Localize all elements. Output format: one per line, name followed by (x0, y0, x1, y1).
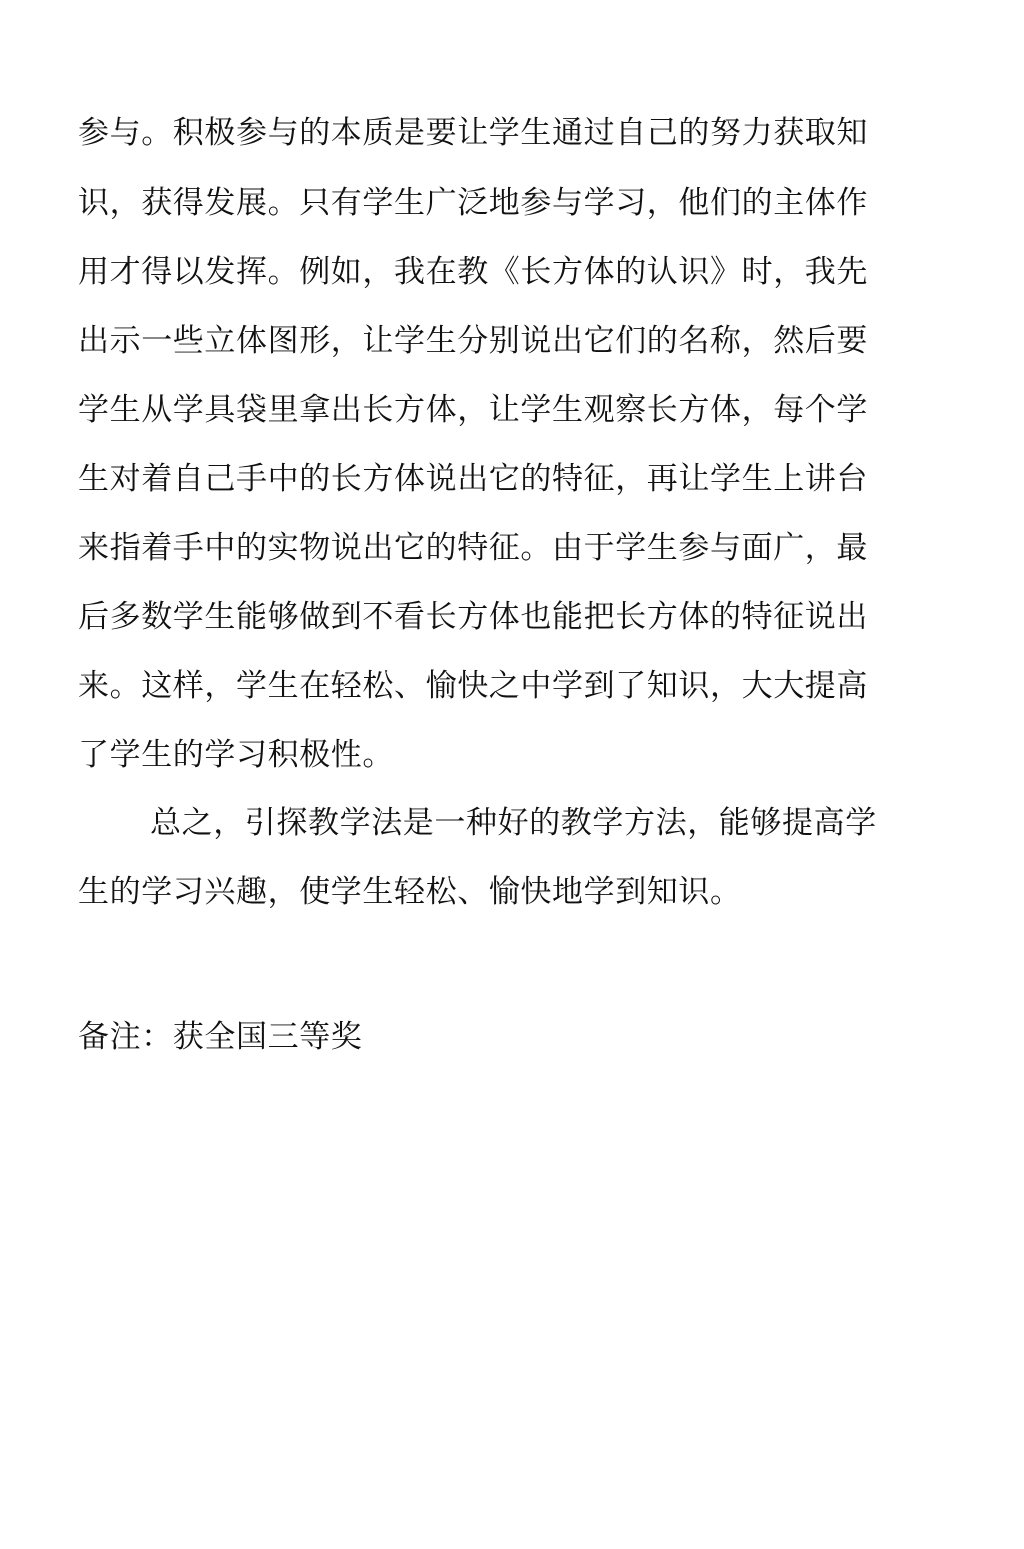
paragraph-1-line-6: 生对着自己手中的长方体说出它的特征，再让学生上讲台 (78, 461, 868, 497)
paragraph-2-line-1: 总之，引探教学法是一种好的教学方法，能够提高学 (150, 805, 877, 841)
paragraph-1-line-1: 参与。积极参与的本质是要让学生通过自己的努力获取知 (78, 115, 868, 151)
paragraph-1-line-4: 出示一些立体图形，让学生分别说出它们的名称，然后要 (78, 323, 868, 359)
paragraph-1-line-3: 用才得以发挥。例如，我在教《长方体的认识》时，我先 (78, 254, 868, 290)
paragraph-1-line-5: 学生从学具袋里拿出长方体，让学生观察长方体，每个学 (78, 392, 868, 428)
paragraph-2-line-2: 生的学习兴趣，使学生轻松、愉快地学到知识。 (78, 874, 742, 910)
paragraph-1-line-10: 了学生的学习积极性。 (78, 737, 394, 773)
paragraph-1-line-7: 来指着手中的实物说出它的特征。由于学生参与面广，最 (78, 530, 868, 566)
paragraph-1-line-2: 识，获得发展。只有学生广泛地参与学习，他们的主体作 (78, 185, 868, 221)
paragraph-1-line-9: 来。这样，学生在轻松、愉快之中学到了知识，大大提高 (78, 668, 868, 704)
paragraph-1-line-8: 后多数学生能够做到不看长方体也能把长方体的特征说出 (78, 599, 868, 635)
award-note: 备注：获全国三等奖 (78, 1019, 363, 1055)
